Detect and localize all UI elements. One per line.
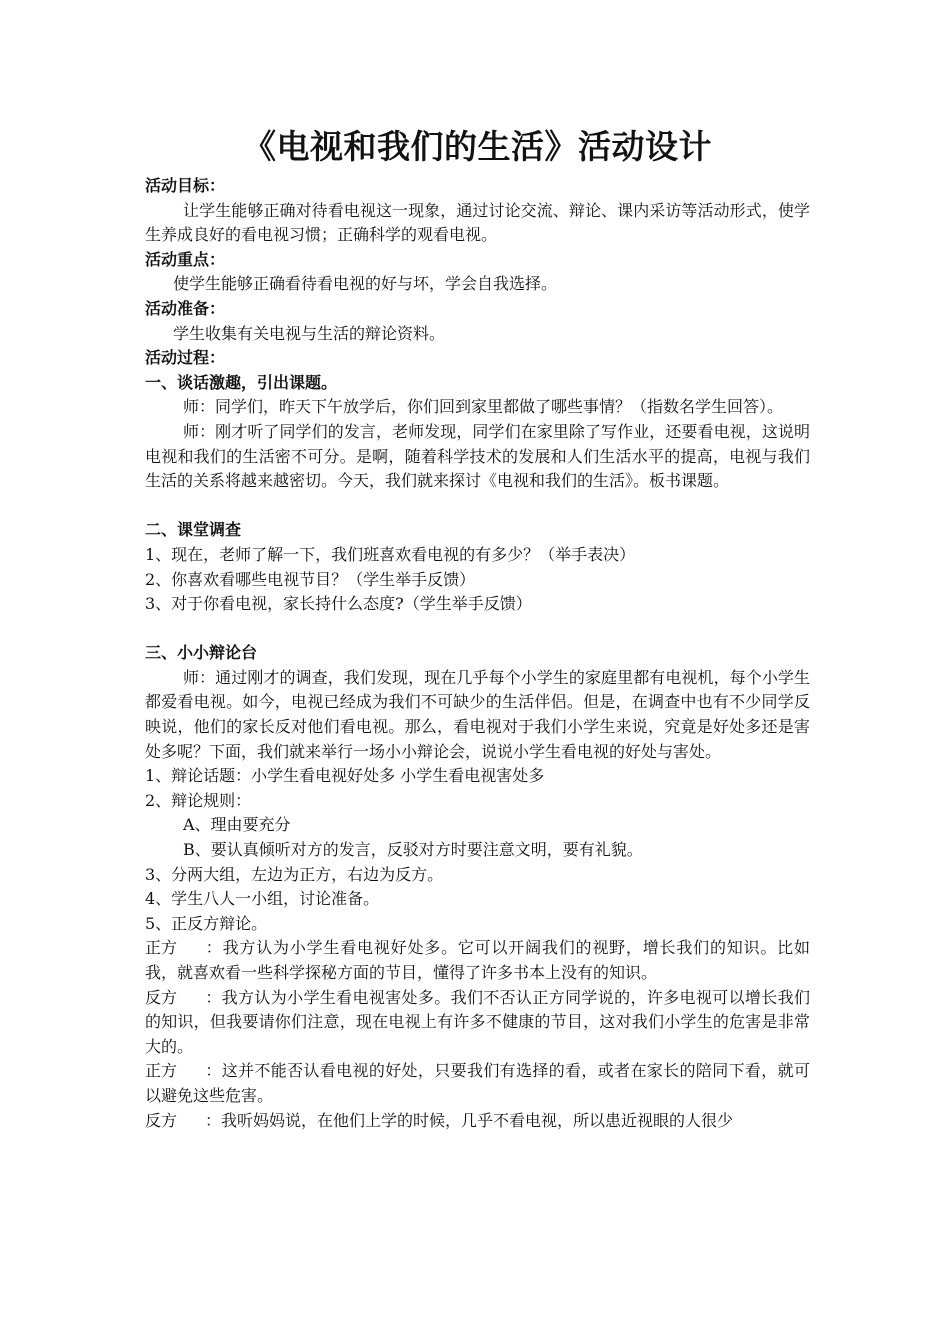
part1-paragraph-2: 师：刚才听了同学们的发言，老师发现，同学们在家里除了写作业，还要看电视，这说明电视和我们的生活密不可分。是啊，随着科学技术的发展和人们生活水平的提高，电视与我们生活的关系将越来越密切。今天，我们就来探讨《电视和我们的生活》。板书课题。 — [145, 421, 810, 491]
prep-heading: 活动准备： — [145, 298, 226, 318]
focus-text: 使学生能够正确看待看电视的好与坏，学会自我选择。 — [173, 274, 558, 294]
part1-paragraph-1: 师：同学们，昨天下午放学后，你们回到家里都做了哪些事情？（指数名学生回答）。 — [183, 397, 784, 417]
process-heading: 活动过程： — [145, 348, 226, 368]
spacer — [145, 494, 810, 519]
debate-statement — [145, 986, 810, 1060]
debate-rule-a: A、理由要充分 — [183, 815, 291, 835]
goal-text: 让学生能够正确对待看电视这一现象，通过讨论交流、辩论、课内采访等活动形式，使学生养成良好的看电视习惯；正确科学的观看电视。 — [145, 200, 810, 245]
debate-statement-text: ：这并不能否认看电视的好处，只要我们有选择的看，或者在家长的陪同下看，就可以避免这些危害。 — [145, 1061, 810, 1105]
debate-step-3: 3、分两大组，左边为正方，右边为反方。 — [145, 864, 444, 884]
document-title: 《电视和我们的生活》活动设计 — [243, 127, 712, 166]
debate-rule-b: B、要认真倾听对方的发言，反驳对方时要注意文明，要有礼貌。 — [183, 840, 643, 860]
prep-text: 学生收集有关电视与生活的辩论资料。 — [173, 323, 446, 343]
part3-heading: 三、小小辩论台 — [145, 643, 258, 663]
part2-heading: 二、课堂调查 — [145, 520, 242, 540]
debate-statement — [145, 936, 810, 985]
survey-item: 1、现在，老师了解一下，我们班喜欢看电视的有多少？（举手表决） — [145, 544, 636, 564]
focus-heading: 活动重点： — [145, 249, 226, 269]
survey-item: 3、对于你看电视，家长持什么态度?（学生举手反馈） — [145, 594, 532, 614]
document-page — [145, 122, 810, 1133]
debate-statement — [145, 1059, 810, 1108]
debate-statement-text: ：我方认为小学生看电视害处多。我们不否认正方同学说的，许多电视可以增长我们的知识，但我要请你们注意，现在电视上有许多不健康的节目，这对我们小学生的危害是非常大的。 — [145, 987, 810, 1056]
debate-statement-text: ：我听妈妈说，在他们上学的时候，几乎不看电视，所以患近视眼的人很少 — [205, 1110, 734, 1130]
goal-heading: 活动目标： — [145, 176, 226, 195]
debate-rules-heading: 2、辩论规则： — [145, 790, 252, 810]
debate-step-4: 4、学生八人一小组，讨论准备。 — [145, 889, 380, 909]
survey-item: 2、你喜欢看哪些电视节目？（学生举手反馈） — [145, 569, 476, 589]
debate-side-label: 正方 — [145, 938, 178, 958]
part1-heading: 一、谈话激趣，引出课题。 — [145, 372, 338, 392]
debate-step-5: 5、正反方辩论。 — [145, 913, 268, 933]
part3-intro: 师：通过刚才的调查，我们发现，现在几乎每个小学生的家庭里都有电视机，每个小学生都爱看电视。如今，电视已经成为我们不可缺少的生活伴侣。但是，在调查中也有不少同学反映说，他们的家长反对他们看电视。那么，看电视对于我们小学生来说，究竟是好处多还是害处多呢？下面，我们就来举行一场小小辩论会，说说小学生看电视的好处与害处。 — [145, 667, 810, 761]
debate-statement-text: ：我方认为小学生看电视好处多。它可以开阔我们的视野，增长我们的知识。比如我，就喜欢看一些科学探秘方面的节目，懂得了许多书本上没有的知识。 — [145, 938, 810, 982]
debate-topic: 1、辩论话题：小学生看电视好处多 小学生看电视害处多 — [145, 766, 545, 786]
spacer — [145, 617, 810, 642]
debate-statement — [145, 1109, 810, 1134]
debate-side-label: 反方 — [145, 987, 178, 1007]
debate-side-label: 反方 — [145, 1110, 178, 1130]
debate-side-label: 正方 — [145, 1061, 178, 1081]
